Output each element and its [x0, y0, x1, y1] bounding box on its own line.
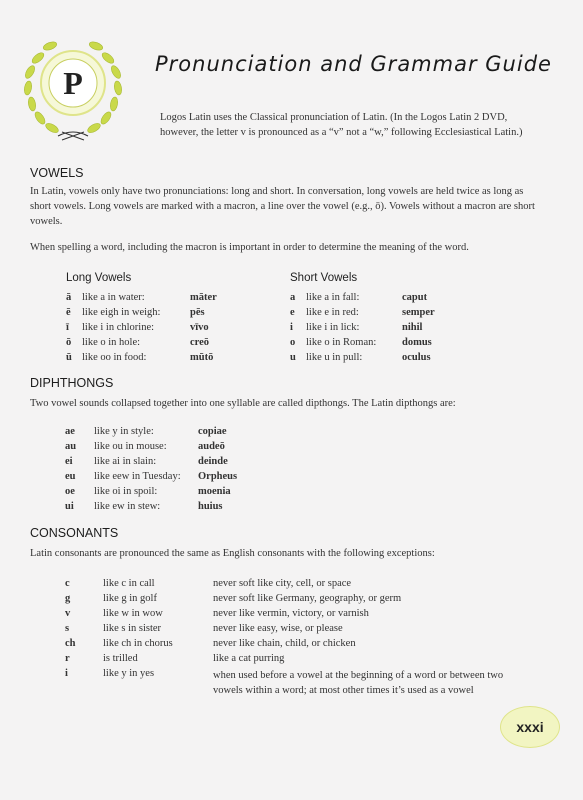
- diphthong-description: like oi in spoil:: [94, 486, 158, 497]
- vowel-description: like i in lick:: [306, 322, 360, 333]
- long-vowels-heading: Long Vowels: [66, 272, 132, 284]
- diphthong-description: like ew in stew:: [94, 501, 161, 512]
- diphthong-letters: ei: [65, 456, 73, 467]
- diphthong-description: like ai in slain:: [94, 456, 157, 467]
- consonant-letter: i: [65, 668, 68, 679]
- vowel-letter: ō: [66, 337, 72, 348]
- vowel-example: vīvo: [190, 322, 209, 333]
- diphthong-example: audeō: [198, 441, 225, 452]
- consonant-description: like g in golf: [103, 593, 157, 604]
- consonant-letter: r: [65, 653, 70, 664]
- laurel-wreath-logo: [8, 28, 138, 148]
- diphthong-letters: ae: [65, 426, 75, 437]
- vowel-example: domus: [402, 337, 432, 348]
- diphthong-example: deinde: [198, 456, 228, 467]
- consonant-note: never like vermin, victory, or varnish: [213, 608, 369, 619]
- consonant-description: like w in wow: [103, 608, 163, 619]
- consonant-note: never soft like city, cell, or space: [213, 578, 352, 589]
- consonant-description: like c in call: [103, 578, 155, 589]
- page-title: Pronunciation and Grammar Guide: [155, 52, 552, 76]
- vowel-example: pēs: [190, 307, 205, 318]
- vowel-letter: o: [290, 337, 296, 348]
- consonant-note: never like easy, wise, or please: [213, 623, 343, 634]
- consonants-paragraph: Latin consonants are pronounced the same as English consonants with the following exceptions:: [30, 548, 435, 559]
- vowel-letter: ā: [66, 292, 72, 303]
- diphthongs-heading: DIPHTHONGS: [30, 376, 114, 390]
- vowel-letter: ē: [66, 307, 71, 318]
- intro-paragraph: Logos Latin uses the Classical pronunciation of Latin. (In the Logos Latin 2 DVD, however, the letter v is pronounced as a “v” not a “w,” following Ecclesiastical Latin.): [160, 112, 523, 138]
- diphthong-letters: ui: [65, 501, 74, 512]
- vowel-letter: e: [290, 307, 295, 318]
- consonant-note: like a cat purring: [213, 653, 285, 664]
- consonant-letter: v: [65, 608, 71, 619]
- vowels-paragraph: In Latin, vowels only have two pronunciations: long and short. In conversation, long vowels are held twice as long as short vowels. Long vowels are marked with a macron, a line over the vowel (e.g., ō). Vowels without a macron are short vowels.: [30, 186, 535, 227]
- consonant-note: never soft like Germany, geography, or germ: [213, 593, 402, 604]
- vowel-example: creō: [190, 337, 210, 348]
- vowel-description: like e in red:: [306, 307, 359, 318]
- vowel-description: like i in chlorine:: [82, 322, 155, 333]
- consonants-heading: CONSONANTS: [30, 526, 119, 540]
- diphthong-example: huius: [198, 501, 223, 512]
- vowel-description: like a in water:: [82, 292, 145, 303]
- diphthong-description: like y in style:: [94, 426, 154, 437]
- diphthong-example: moenia: [198, 486, 231, 497]
- consonant-description: is trilled: [103, 653, 138, 664]
- vowel-example: oculus: [402, 352, 431, 363]
- consonant-description: like s in sister: [103, 623, 162, 634]
- vowel-example: mūtō: [190, 352, 214, 363]
- vowel-description: like o in Roman:: [306, 337, 377, 348]
- page-number: xxxi: [500, 706, 560, 748]
- vowel-letter: u: [290, 352, 296, 363]
- vowel-description: like o in hole:: [82, 337, 141, 348]
- diphthong-letters: eu: [65, 471, 76, 482]
- diphthong-example: Orpheus: [198, 471, 238, 482]
- vowel-letter: ū: [66, 352, 72, 363]
- logo-letter: P: [63, 65, 83, 101]
- vowel-description: like eigh in weigh:: [82, 307, 161, 318]
- consonant-description: like ch in chorus: [103, 638, 173, 649]
- vowel-example: māter: [190, 292, 217, 303]
- diphthong-description: like ou in mouse:: [94, 441, 167, 452]
- diphthong-letters: oe: [65, 486, 75, 497]
- vowel-letter: a: [290, 292, 296, 303]
- vowel-example: semper: [402, 307, 435, 318]
- consonant-note: never like chain, child, or chicken: [213, 638, 356, 649]
- consonant-description: like y in yes: [103, 668, 155, 679]
- diphthongs-paragraph: Two vowel sounds collapsed together into one syllable are called dipthongs. The Latin dipthongs are:: [30, 398, 456, 409]
- vowel-description: like a in fall:: [306, 292, 360, 303]
- vowels-heading: VOWELS: [30, 166, 84, 180]
- consonant-letter: c: [65, 578, 70, 589]
- consonant-letter: s: [65, 623, 70, 634]
- macron-paragraph: When spelling a word, including the macron is important in order to determine the meaning of the word.: [30, 242, 469, 253]
- consonant-note: when used before a vowel at the beginning of a word or between two vowels within a word; at most other times it’s used as a vowel: [213, 670, 504, 696]
- vowel-letter: i: [290, 322, 293, 333]
- vowel-letter: ī: [66, 322, 69, 333]
- vowel-example: nihil: [402, 322, 423, 333]
- short-vowels-heading: Short Vowels: [290, 272, 358, 284]
- vowel-example: caput: [402, 292, 428, 303]
- diphthong-letters: au: [65, 441, 77, 452]
- vowel-description: like oo in food:: [82, 352, 147, 363]
- consonant-letter: ch: [65, 638, 76, 649]
- vowel-description: like u in pull:: [306, 352, 363, 363]
- diphthong-example: copiae: [198, 426, 227, 437]
- consonant-letter: g: [65, 593, 71, 604]
- diphthong-description: like eew in Tuesday:: [94, 471, 181, 482]
